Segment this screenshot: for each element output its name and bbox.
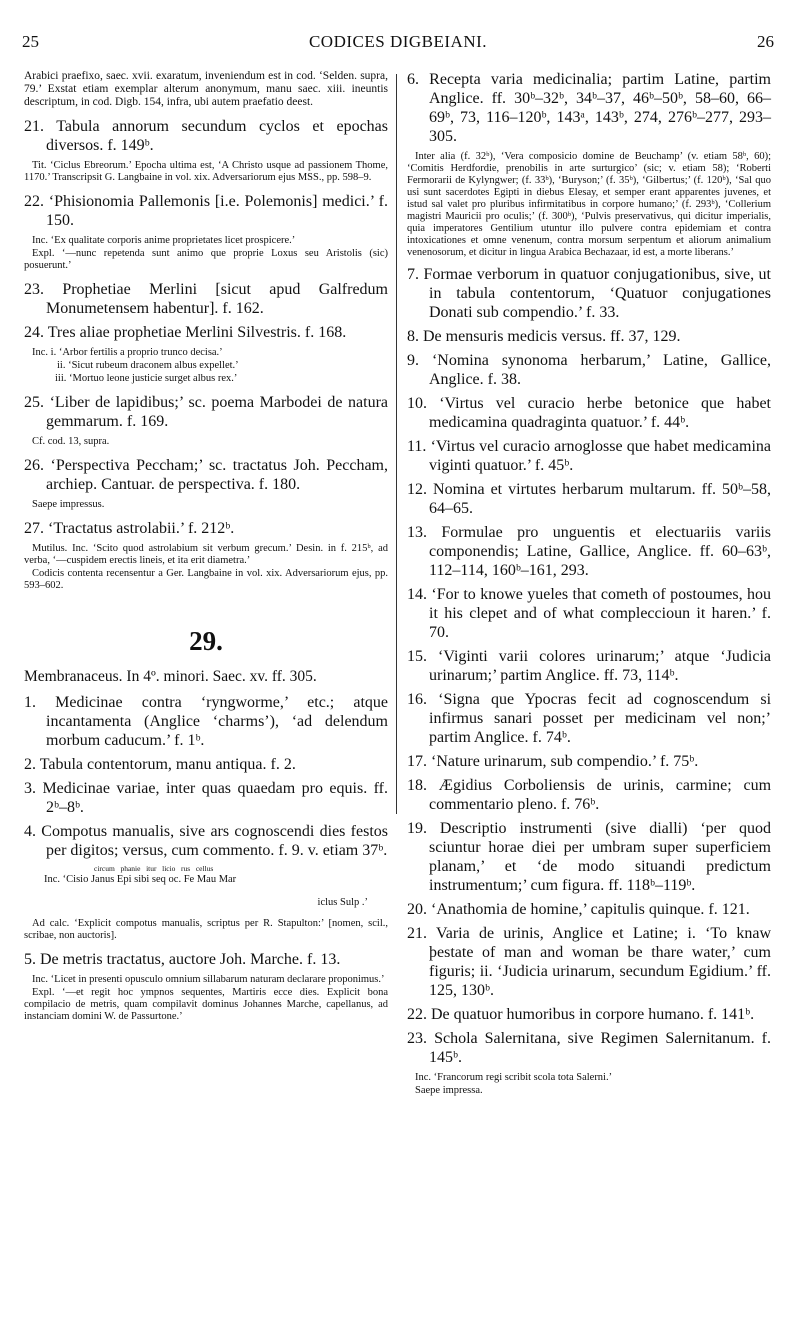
- page-header: [22, 32, 774, 56]
- incipit-continuation: iclus Sulp .’: [317, 896, 368, 908]
- entry-text: Nomina et virtutes herbarum multarum. ff. 50ᵇ–58, 64–65.: [429, 481, 772, 517]
- entry-number: 17.: [407, 753, 427, 770]
- entry-note: Saepe impressa.: [415, 1085, 483, 1096]
- incipit: Inc. ‘Francorum regi scribit scola tota Salerni.’: [415, 1072, 613, 1083]
- entry-note: Tit. ‘Ciclus Ebreorum.’ Epocha ultima est, ‘A Christo usque ad passionem Thome, 1170.’ Transcripsit G. Langbaine in vol. xix. Adversariorum ejus MSS., pp. 598–9.: [24, 160, 388, 183]
- entry-text: Formae verborum in quatuor conjugationibus, sive, ut in tabula contentorum, ‘Quatuor conjugationes Donati sub compendio.’ f. 33.: [423, 266, 771, 321]
- incipit-3: iii. ‘Mortuo leone justicie surget albus rex.’: [55, 373, 238, 384]
- entry-text: ‘Virtus vel curacio herbe betonice que habet medicamina quadraginta quatuor.’ f. 44ᵇ.: [429, 395, 771, 431]
- entry-number: 2.: [24, 756, 36, 773]
- entry-15: [407, 647, 771, 685]
- incipit: Inc. ‘Cisio Janus Epi sibi seq oc. Fe Mau Mar: [44, 874, 237, 885]
- entry-11: [407, 437, 771, 475]
- entry-number: 22.: [407, 1006, 427, 1023]
- entry-number: 18.: [407, 777, 427, 794]
- incipit-2: ii. ‘Sicut rubeum draconem albus expellet.’: [57, 360, 239, 371]
- entry-21: [407, 924, 771, 1000]
- entry-20: [407, 900, 771, 919]
- entry-27: [24, 519, 388, 538]
- entry-note: Inter alia (f. 32ᵇ), ‘Vera composicio domine de Beuchamp’ (v. etiam 58ᵇ, 60); ‘Comitis Herdfordie, prenobilis in arte surturgico’ (sic; v. etiam 58); ‘Roberti Fermorarii de Kylyngwer; (f. 33ᵇ), ‘Buryson;’ (f. 35ᵇ), ‘Gilbertus;’ (f. 120ᵇ), ‘Sal quo usi sunt sacerdotes Egipti in diebus Elesay, et semper erant apparentes juvenes, et istud sal valet pro pluribus infirmitatibus in corpore humano;’ (f. 293ᵇ), ‘Collerium magistri Mauricii pro oculis;’ (f. 300ᵇ), ‘Pulvis preservativus, qui dicitur imperialis, quia imperatores Gentilium utuntur illo pulvere contra epidemiam et contra intoxicationes et omne venenum, contra morsum serpentum et aliorum animalium venenosorum, et dicitur in lingua Arabica Bechazaar, id est, a morte liberans.’: [407, 151, 771, 258]
- contents-note: Codicis contenta recensentur a Ger. Langbaine in vol. xix. Adversariorum ejus, pp. 593–602.: [24, 568, 388, 591]
- entry-number: 7.: [407, 266, 419, 283]
- entry-number: 1.: [24, 694, 36, 711]
- entry-number: 19.: [407, 820, 427, 837]
- entry-number: 27.: [24, 520, 44, 537]
- entry-text: ‘Viginti varii colores urinarum;’ atque ‘Judicia urinarum;’ partim Anglice. ff. 73, 114ᵇ.: [429, 648, 771, 684]
- page-number-left: 25: [22, 32, 39, 51]
- entry-text: De metris tractatus, auctore Joh. Marche. f. 13.: [40, 951, 341, 968]
- entry-number: 25.: [24, 394, 44, 411]
- entry-number: 11.: [407, 438, 427, 455]
- entry-number: 20.: [407, 901, 427, 918]
- entry-8: [407, 327, 771, 346]
- entry-4: [24, 822, 388, 860]
- entry-text: Ægidius Corboliensis de urinis, carmine; cum commentario pleno. f. 76ᵇ.: [429, 777, 772, 813]
- entry-6: [407, 70, 771, 146]
- entry-note: Mutilus. Inc. ‘Scito quod astrolabium sit verbum grecum.’ Desin. in f. 215ᵇ, ad verba, ‘—cuspidem erectis lineis, et ita erit diametra.’: [24, 543, 388, 566]
- entry-21: [24, 117, 388, 155]
- entry-text: ‘Virtus vel curacio arnoglosse que habet medicamina viginti quatuor.’ f. 45ᵇ.: [429, 438, 772, 474]
- entry-number: 9.: [407, 352, 419, 369]
- colophon: Ad calc. ‘Explicit compotus manualis, scriptus per R. Stapulton:’ [nomen, scil., scribae, non auctoris].: [24, 918, 388, 941]
- entry-number: 23.: [24, 281, 44, 298]
- entry-text: Schola Salernitana, sive Regimen Salernitanum. f. 145ᵇ.: [429, 1030, 772, 1066]
- entry-note: Saepe impressus.: [32, 499, 105, 510]
- entry-number: 21.: [24, 118, 44, 135]
- entry-14: [407, 585, 771, 642]
- entry-number: 15.: [407, 648, 427, 665]
- entry-text: ‘Nomina synonoma herbarum,’ Latine, Gallice, Anglice. f. 38.: [429, 352, 771, 388]
- codex-number: 29.: [189, 626, 223, 656]
- entry-10: [407, 394, 771, 432]
- entry-number: 22.: [24, 193, 44, 210]
- entry-24: [24, 323, 388, 342]
- entry-number: 21.: [407, 925, 427, 942]
- entry-number: 10.: [407, 395, 427, 412]
- entry-text: Formulae pro unguentis et electuariis variis componendis; Latine, Gallice, Anglice. ff. 60–63ᵇ, 112–114, 160ᵇ–161, 293.: [429, 524, 772, 579]
- entry-7: [407, 265, 771, 322]
- entry-text: ‘Phisionomia Pallemonis [i.e. Polemonis] medici.’ f. 150.: [46, 193, 388, 229]
- entry-number: 12.: [407, 481, 427, 498]
- entry-number: 8.: [407, 328, 419, 345]
- entry-2: [24, 755, 388, 774]
- running-title: CODICES DIGBEIANI.: [308, 32, 488, 51]
- incipit: Inc. ‘Ex qualitate corporis anime proprietates licet prospicere.’: [32, 235, 296, 246]
- right-column: [407, 70, 771, 1098]
- entry-text: ‘Nature urinarum, sub compendio.’ f. 75ᵇ.: [431, 753, 699, 770]
- entry-18: [407, 776, 771, 814]
- entry-17: [407, 752, 771, 771]
- entry-number: 23.: [407, 1030, 427, 1047]
- entry-19: [407, 819, 771, 895]
- incipit-1: Inc. i. ‘Arbor fertilis a proprio trunco decisa.’: [32, 347, 223, 358]
- entry-text: ‘Signa que Ypocras fecit ad cognoscendum si infirmus sanari posset per medicinam vel non;’ partim Anglice. f. 74ᵇ.: [429, 691, 772, 746]
- entry-3: [24, 779, 388, 817]
- entry-text: Tabula contentorum, manu antiqua. f. 2.: [39, 756, 296, 773]
- entry-23: [407, 1029, 771, 1067]
- entry-text: Varia de urinis, Anglice et Latine; i. ‘To knaw þestate of man and woman be thare water,’ cum figuris; ii. ‘Judicia urinarum, secundum Egidium.’ ff. 125, 130ᵇ.: [429, 925, 771, 999]
- incipit: Inc. ‘Licet in presenti opusculo omnium sillabarum naturam declarare proponimus.’: [32, 974, 385, 985]
- entry-5: [24, 950, 388, 969]
- entry-text: De quatuor humoribus in corpore humano. f. 141ᵇ.: [431, 1006, 755, 1023]
- entry-22: [24, 192, 388, 230]
- column-divider: [396, 74, 397, 814]
- entry-13: [407, 523, 771, 580]
- entry-26: [24, 456, 388, 494]
- entry-text: ‘For to knowe yueles that cometh of postoumes, hou it his clepet and of what compleccioun it haren.’ f. 70.: [429, 586, 772, 641]
- entry-text: Medicinae variae, inter quas quaedam pro equis. ff. 2ᵇ–8ᵇ.: [42, 780, 389, 816]
- entry-number: 26.: [24, 457, 44, 474]
- entry-text: Tres aliae prophetiae Merlini Silvestris. f. 168.: [47, 324, 347, 341]
- page-number-right: 26: [757, 32, 774, 51]
- entry-23: [24, 280, 388, 318]
- entry-number: 16.: [407, 691, 427, 708]
- entry-number: 6.: [407, 71, 419, 88]
- entry-25: [24, 393, 388, 431]
- entry-text: Prophetiae Merlini [sicut apud Galfredum Monumetensem habentur]. f. 162.: [46, 281, 388, 317]
- entry-22: [407, 1005, 771, 1024]
- superscript-syllables: circum phanie itur licio rus cellus: [94, 864, 214, 873]
- entry-text: Compotus manualis, sive ars cognoscendi dies festos per digitos; versus, cum commento. f. 9. v. etiam 37ᵇ.: [41, 823, 389, 859]
- entry-text: De mensuris medicis versus. ff. 37, 129.: [423, 328, 681, 345]
- entry-number: 24.: [24, 324, 44, 341]
- entry-number: 3.: [24, 780, 36, 797]
- preface-note: Arabici praefixo, saec. xvii. exaratum, inveniendum est in cod. ‘Selden. supra, 79.’ Exstat etiam exemplar alterum anonymum, manu saec. xiii. ineuntis descriptum, in cod. Digb. 154, infra, ubi autem praefatio deest.: [24, 70, 388, 108]
- entry-number: 13.: [407, 524, 427, 541]
- entry-16: [407, 690, 771, 747]
- entry-text: ‘Tractatus astrolabii.’ f. 212ᵇ.: [48, 520, 235, 537]
- codex-description: Membranaceus. In 4º. minori. Saec. xv. ff. 305.: [24, 668, 317, 685]
- entry-text: Tabula annorum secundum cyclos et epochas diversos. f. 149ᵇ.: [46, 118, 388, 154]
- entry-text: ‘Liber de lapidibus;’ sc. poema Marbodei de natura gemmarum. f. 169.: [46, 394, 389, 430]
- explicit: Expl. ‘—nunc repetenda sunt animo que proprie Loxus seu Aristolis (sic) posuerunt.’: [24, 248, 388, 271]
- entry-text: Medicinae contra ‘ryngworme,’ etc.; atque incantamenta (Anglice ‘charms’), ‘ad delendum morbum caducum.’ f. 1ᵇ.: [46, 694, 389, 749]
- entry-text: Descriptio instrumenti (sive dialli) ‘per quod sciuntur horae diei per umbram super superficiem planam,’ et ‘de modo situandi predictum instrumentum;’ cum figura. ff. 118ᵇ–119ᵇ.: [429, 820, 771, 894]
- entry-number: 14.: [407, 586, 427, 603]
- entry-note: Cf. cod. 13, supra.: [32, 436, 110, 447]
- entry-text: ‘Anathomia de homine,’ capitulis quinque. f. 121.: [431, 901, 750, 918]
- entry-number: 5.: [24, 951, 36, 968]
- entry-12: [407, 480, 771, 518]
- entry-text: ‘Perspectiva Peccham;’ sc. tractatus Joh. Peccham, archiep. Cantuar. de perspectiva. f. 180.: [46, 457, 388, 493]
- explicit: Expl. ‘—et regit hoc ympnos sequentes, Martiris ecce dies. Explicit bona compilacio de metris, quam compilavit dominus Johannes Marche, capellanus, ad instanciam domini W. de Passurtone.’: [24, 987, 388, 1022]
- entry-9: [407, 351, 771, 389]
- left-column: [24, 70, 388, 1024]
- entry-text: Recepta varia medicinalia; partim Latine, partim Anglice. ff. 30ᵇ–32ᵇ, 34ᵇ–37, 46ᵇ–50ᵇ, 58–60, 66–69ᵇ, 73, 116–120ᵇ, 143ᵃ, 143ᵇ, 274, 276ᵇ–277, 293–305.: [429, 71, 771, 145]
- entry-number: 4.: [24, 823, 36, 840]
- entry-1: [24, 693, 388, 750]
